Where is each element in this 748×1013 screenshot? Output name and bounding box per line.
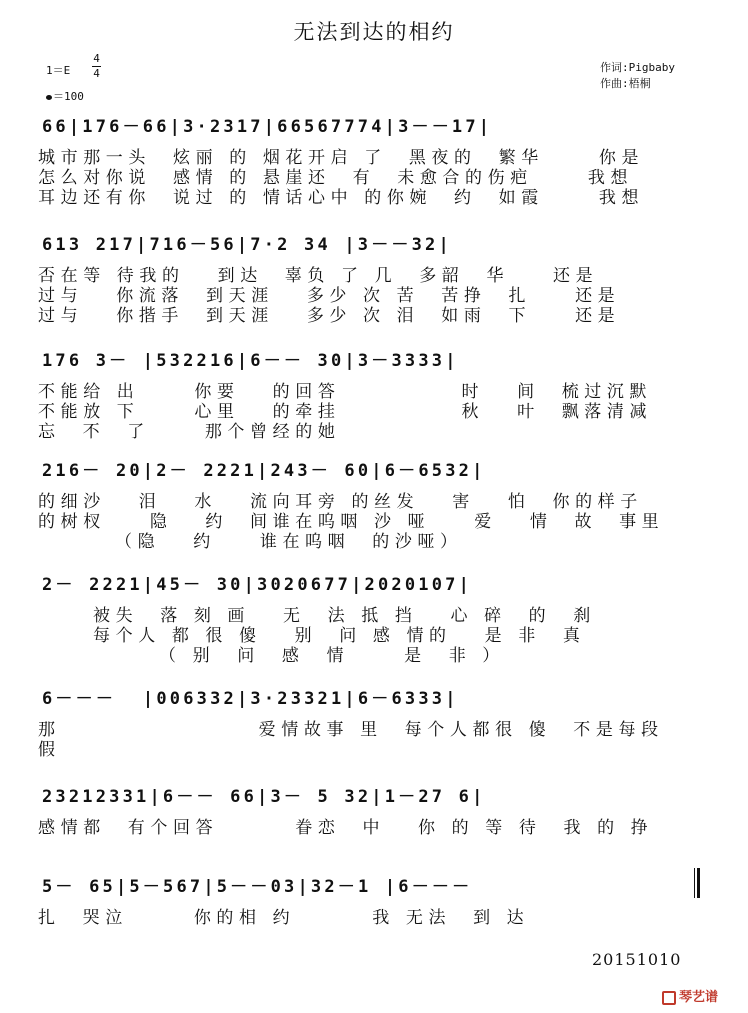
notation-line [42,452,704,482]
lyric-line: 那 爱情故事 里 每个人都很 傻 不是每段 [38,720,664,740]
notation-line [42,680,704,710]
lyric-line: 过与 你揩手 到天涯 多少 次 泪 如雨 下 还是 [38,306,621,326]
final-barline [694,868,700,898]
time-signature-bottom: 4 [93,67,100,80]
jianpu-notes: 5－ 65|5－567|5－－03|32－1 |6－－－ [42,877,486,897]
key-signature: 1＝E [46,64,71,77]
time-signature [92,52,101,81]
lyric-line: 过与 你流落 到天涯 多少 次 苦 苦挣 扎 还是 [38,286,621,306]
credits [600,60,675,92]
lyric-line: （隐 约 谁在呜咽 的沙哑） [38,532,463,552]
tempo-marking [46,88,84,104]
lyric-line: 怎么对你说 感情 的 悬崖还 有 未愈合的伤疤 我想 [38,168,634,188]
lyric-line: 感情都 有个回答 眷恋 中 你 的 等 待 我 的 挣 [38,818,654,838]
logo-icon [662,991,676,1005]
lyric-line: 不能给 出 你要 的回答 时 间 梳过沉默 [38,382,653,402]
date: 20151010 [592,950,682,969]
tempo-value: ＝100 [53,90,84,103]
jianpu-notes: 613 217|716－56|7·2 34 |3－－32| [42,235,452,255]
notation-line [42,342,704,372]
lyric-line: 的细沙 泪 水 流向耳旁 的丝发 害 怕 你的样子 [38,492,643,512]
lyric-line: 耳边还有你 说过 的 情话心中 的你婉 约 如霞 我想 [38,188,645,208]
lyric-line: （ 别 问 感 情 是 非 ） [38,646,505,666]
watermark [662,986,718,1005]
notation-line [42,108,704,138]
jianpu-notes: 176 3－ |532216|6－－ 30|3－3333| [42,351,459,371]
lyric-line: 否在等 待我的 到达 辜负 了 几 多韶 华 还是 [38,266,599,286]
lyric-line: 扎 哭泣 你的相 约 我 无法 到 达 [38,908,530,928]
lyric-line: 假 [38,740,61,760]
lyric-line: 每个人 都 很 傻 别 问 感 情的 是 非 真 [38,626,586,646]
notation-line [42,566,704,596]
lyric-line: 忘 不 了 那个曾经的她 [38,422,341,442]
notation-line [42,778,704,808]
composer: 作曲:梧桐 [600,77,651,90]
time-signature-top: 4 [93,52,100,65]
quarter-note-icon [46,95,52,100]
lyric-line: 被失 落 刻 画 无 法 抵 挡 心 碎 的 刹 [38,606,596,626]
lyricist: 作词:Pigbaby [600,61,675,74]
jianpu-notes: 216－ 20|2－ 2221|243－ 60|6－6532| [42,461,486,481]
notation-line [42,226,704,256]
jianpu-notes: 2－ 2221|45－ 30|3020677|2020107| [42,575,473,595]
lyric-line: 的树杈 隐 约 间谁在呜咽 沙 哑 爱 情 故 事里 [38,512,665,532]
jianpu-notes: 66|176－66|3·2317|66567774|3－－17| [42,117,493,137]
watermark-text: 琴艺谱 [679,990,719,1005]
jianpu-notes: 23212331|6－－ 66|3－ 5 32|1－27 6| [42,787,486,807]
jianpu-notes: 6－－－ |006332|3·23321|6－6333| [42,689,459,709]
lyric-line: 城市那一头 炫丽 的 烟花开启 了 黑夜的 繁华 你是 [38,148,645,168]
notation-line [42,868,704,898]
lyric-line: 不能放 下 心里 的牵挂 秋 叶 飘落清减 [38,402,653,422]
song-title: 无法到达的相约 [293,20,455,44]
